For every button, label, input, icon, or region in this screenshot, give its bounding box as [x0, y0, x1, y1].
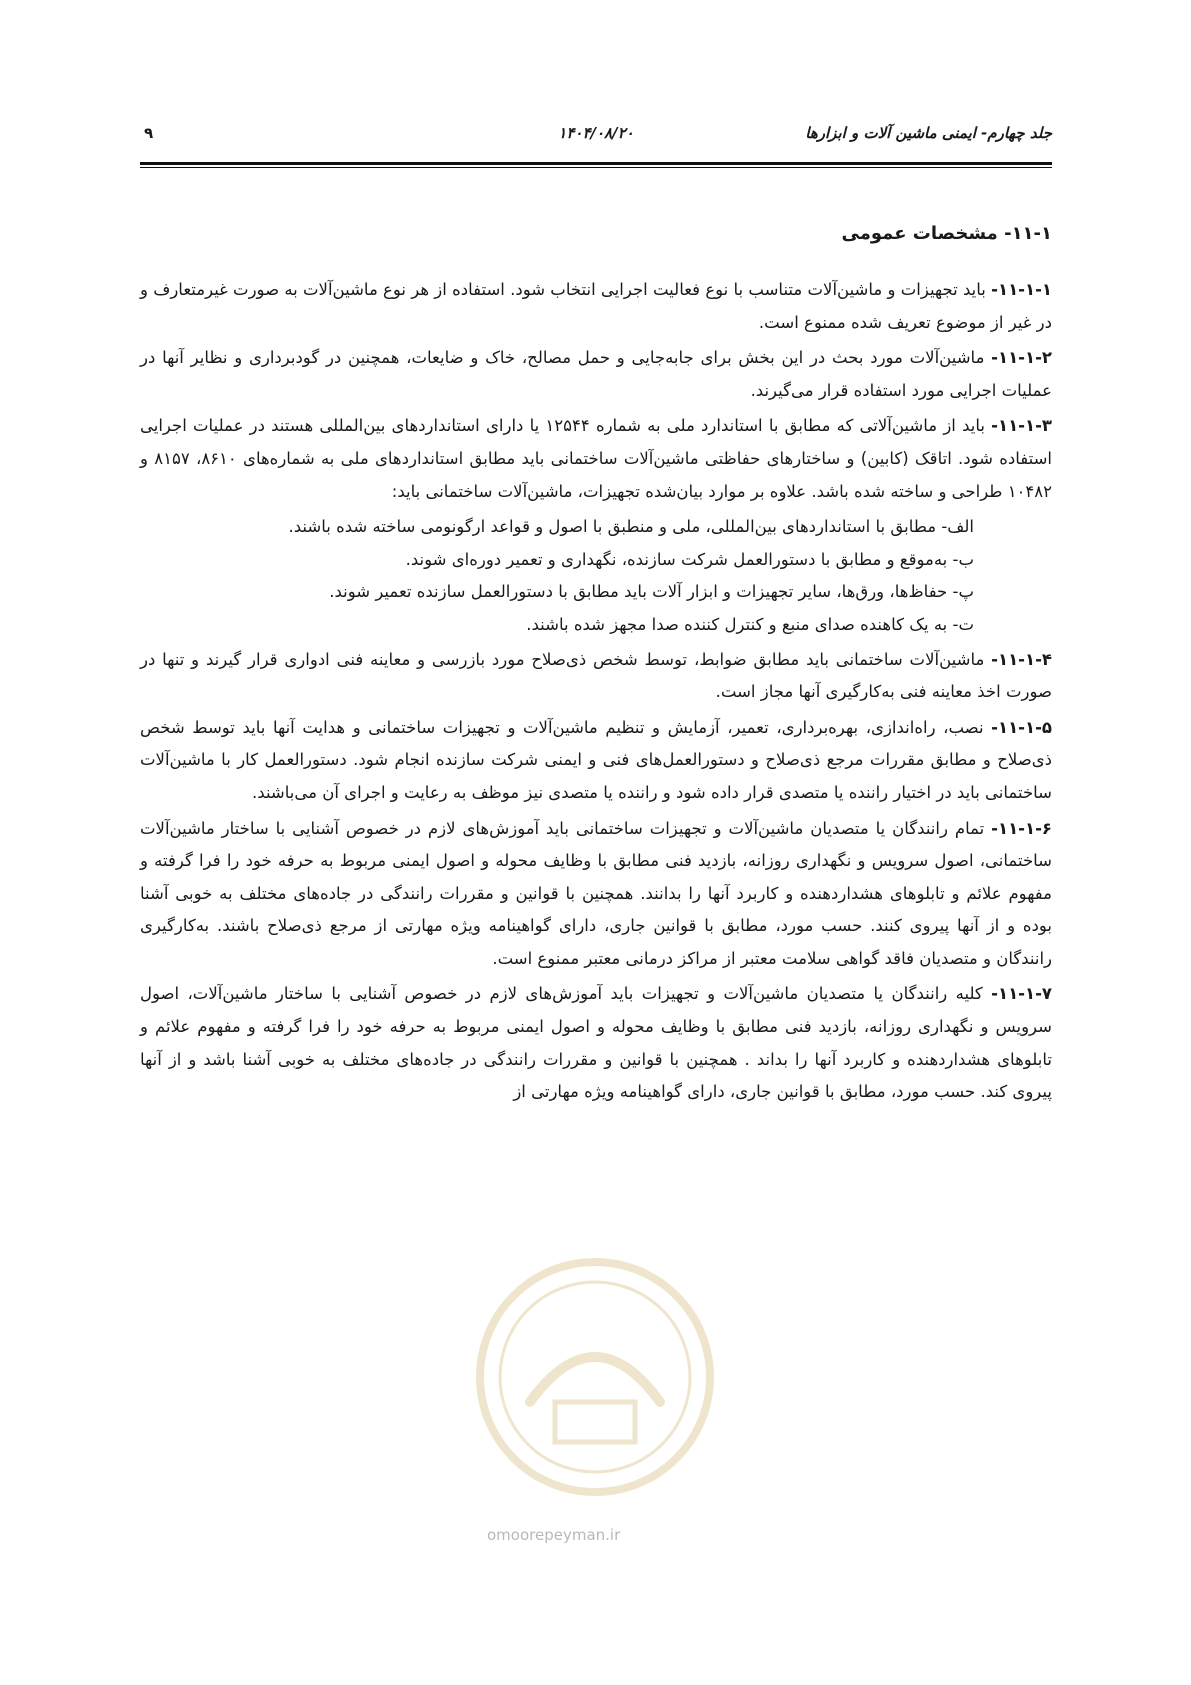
list-item: الف- مطابق با استانداردهای بین‌المللی، ملی و منطبق با اصول و قواعد ارگونومی ساخته شده باشند. [288, 517, 974, 537]
page-header [140, 124, 1052, 150]
clause-text: باید تجهیزات و ماشین‌آلات متناسب با نوع فعالیت اجرایی انتخاب شود. استفاده از هر نوع ماشین‌آلات به صورت غیرمتعارف و در غیر از موضوع تعریف شده ممنوع است. [140, 280, 1052, 332]
clause-text: تمام رانندگان یا متصدیان ماشین‌آلات و تجهیزات ساختمانی باید آموزش‌های لازم در خصوص آشنایی با ساختار ماشین‌آلات ساختمانی، اصول سرویس و نگهداری روزانه، بازدید فنی مطابق با وظایف محوله و اصول ایمنی مربوط به حرفه خود را فرا گرفته و مفهوم علائم و تابلوهای هشداردهنده و کاربرد آنها را بدانند. همچنین با قوانین و مقررات رانندگی در جاده‌های مختلف به خوبی آشنا بوده و از آنها پیروی کنند. حسب مورد، مطابق با قوانین جاری، دارای گواهینامه ویژه مهارتی از مرجع ذی‌صلاح باشند. به‌کارگیری رانندگان و متصدیان فاقد گواهی سلامت معتبر از مراکز درمانی معتبر ممنوع است. [140, 818, 1052, 968]
requirements-list [140, 511, 1052, 641]
watermark-seal-icon [470, 1252, 720, 1502]
clause-text: باید از ماشین‌آلاتی که مطابق با استاندارد ملی به شماره ۱۲۵۴۴ یا دارای استانداردهای بین‌المللی هستند در عملیات اجرایی استفاده شود. اتاقک (کابین) و ساختارهای حفاظتی ماشین‌آلات ساختمانی باید مطابق استانداردهای ملی به شماره‌های ۸۶۱۰، ۸۱۵۷ و ۱۰۴۸۲ طراحی و ساخته شده باشد. علاوه بر موارد بیان‌شده تجهیزات، ماشین‌آلات ساختمانی باید: [140, 416, 1053, 501]
clause-paragraph [140, 644, 1052, 709]
page-body [140, 218, 1052, 1112]
clause-paragraph [140, 978, 1052, 1108]
clause-text: ماشین‌آلات ساختمانی باید مطابق ضوابط، توسط شخص ذی‌صلاح مورد بازرسی و معاینه فنی ادواری قرار گیرند و تنها در صورت اخذ معاینه فنی به‌کارگیری آنها مجاز است. [140, 649, 1052, 702]
clause-text: کلیه رانندگان یا متصدیان ماشین‌آلات و تجهیزات باید آموزش‌های لازم در خصوص آشنایی با ساختار ماشین‌آلات، اصول سرویس و نگهداری روزانه، بازدید فنی مطابق با وظایف محوله و اصول ایمنی مربوط به حرفه خود را فرا گرفته و مفهوم علائم و تابلوهای هشداردهنده و کاربرد آنها را بداند . همچنین با قوانین و مقررات رانندگی در جاده‌های مختلف به خوبی آشنا باشد و از آنها پیروی کند. حسب مورد، مطابق با قوانین جاری، دارای گواهینامه ویژه مهارتی از [140, 984, 1052, 1102]
clause-number: ۱۱-۱-۲- [991, 348, 1052, 368]
clause-number: ۱۱-۱-۱- [991, 280, 1052, 299]
section-heading: ۱۱-۱- مشخصات عمومی [841, 223, 1052, 244]
list-item: ت- به یک کاهنده صدای منبع و کنترل کننده صدا مجهز شده باشند. [526, 614, 974, 634]
watermark-site: omoorepeyman.ir [487, 1526, 621, 1544]
clause-paragraph [140, 342, 1052, 407]
header-rule-thick [140, 162, 1052, 165]
clause-text: نصب، راه‌اندازی، بهره‌برداری، تعمیر، آزمایش و تنظیم ماشین‌آلات و تجهیزات ساختمانی و هدایت آنها باید توسط شخص ذی‌صلاح و مطابق مقررات مرجع ذی‌صلاح و دستورالعمل‌های فنی و ایمنی شرکت سازنده انجام شود. دستورالعمل کار با ماشین‌آلات ساختمانی باید در اختیار راننده یا متصدی قرار داده شود و راننده یا متصدی نیز موظف به رعایت و اجرای آن می‌باشند. [140, 717, 1052, 802]
header-title: جلد چهارم- ایمنی ماشین آلات و ابزارها [805, 124, 1052, 142]
clause-number: ۱۱-۱-۷- [991, 984, 1052, 1004]
clause-text: ماشین‌آلات مورد بحث در این بخش برای جابه‌جایی و حمل مصالح، خاک و ضایعات، همچنین در گودبرداری و نظایر آنها در عملیات اجرایی مورد استفاده قرار می‌گیرند. [140, 348, 1052, 400]
page-number: ۹ [144, 124, 154, 142]
list-item: پ- حفاظ‌ها، ورق‌ها، سایر تجهیزات و ابزار آلات باید مطابق با دستورالعمل سازنده تعمیر شوند. [329, 582, 974, 602]
clause-number: ۱۱-۱-۶- [991, 818, 1052, 838]
list-item: ب- به‌موقع و مطابق با دستورالعمل شرکت سازنده، نگهداری و تعمیر دوره‌ای شوند. [405, 549, 974, 569]
clause-number: ۱۱-۱-۳- [991, 416, 1052, 436]
clause-paragraph [140, 712, 1052, 810]
clause-paragraph [140, 813, 1052, 976]
clause-number: ۱۱-۱-۴- [991, 649, 1052, 669]
clause-paragraph [140, 274, 1052, 339]
header-rule-thin [140, 167, 1052, 168]
clause-number: ۱۱-۱-۵- [991, 717, 1052, 737]
header-date: ۱۴۰۴/۰۸/۲۰ [558, 124, 634, 142]
clause-paragraph [140, 410, 1052, 508]
